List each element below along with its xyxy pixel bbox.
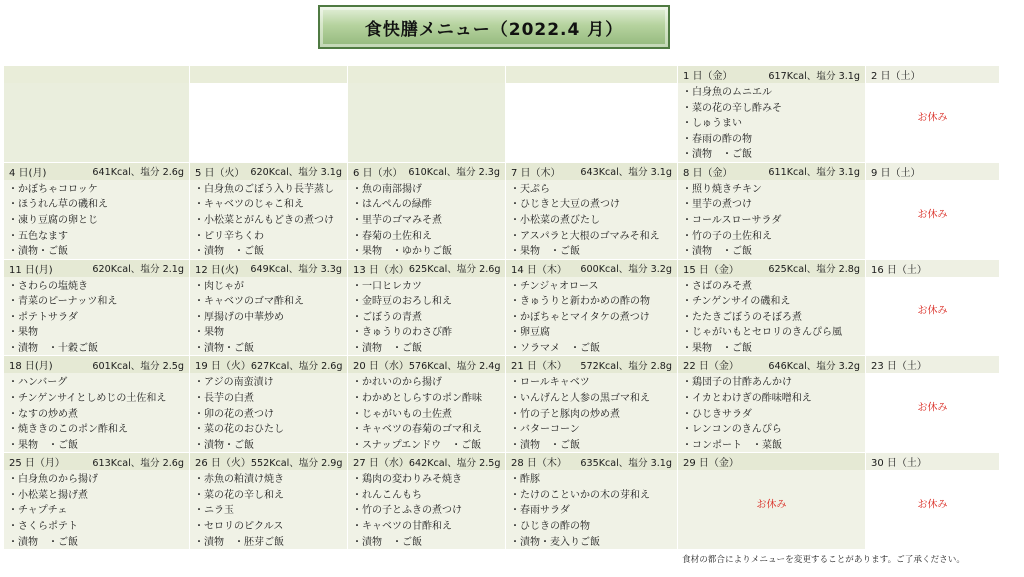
day-header xyxy=(190,453,347,470)
menu-item: ・漬物 ・ご飯 xyxy=(682,149,752,161)
closed-day-cell xyxy=(866,453,1000,550)
day-menu-cell xyxy=(190,453,348,550)
day-header xyxy=(678,356,865,373)
day-menu-cell xyxy=(348,453,506,550)
menu-item: ・漬物 ・ご飯 xyxy=(352,342,422,354)
day-calories-salt: 625Kcal、塩分 2.8g xyxy=(768,264,860,276)
menu-item: ・照り焼きチキン xyxy=(682,183,762,195)
day-header xyxy=(866,66,999,83)
menu-item: ・じゃがいもの土佐煮 xyxy=(352,408,452,420)
menu-item-list xyxy=(4,375,189,453)
menu-item: ・白身魚のから揚げ xyxy=(8,474,98,486)
empty-day-cell xyxy=(506,66,678,163)
menu-item: ・さわらの塩焼き xyxy=(8,280,88,292)
day-header xyxy=(866,453,999,470)
menu-item: ・たたきごぼうのそぼろ煮 xyxy=(682,311,802,323)
menu-item: ・菜の花の辛し酢みそ xyxy=(682,102,782,114)
day-date: 12 日(火) xyxy=(195,264,239,276)
menu-item: ・鶏肉の変わりみそ焼き xyxy=(352,474,462,486)
menu-calendar xyxy=(4,66,1000,550)
menu-item-list xyxy=(678,279,865,357)
menu-item: ・ピリ辛ちくわ xyxy=(194,230,264,242)
menu-item: ・アジの南蛮漬け xyxy=(194,377,274,389)
day-date: 6 日（水） xyxy=(353,167,403,179)
day-calories-salt: 552Kcal、塩分 2.9g xyxy=(250,457,343,469)
menu-item: ・かぼちゃコロッケ xyxy=(8,183,98,195)
menu-item: ・竹の子の土佐和え xyxy=(682,230,772,242)
day-date: 30 日（土） xyxy=(871,458,927,470)
menu-item-list xyxy=(678,375,865,453)
menu-item: ・菜の花のおひたし xyxy=(194,424,284,436)
day-menu-cell xyxy=(4,260,190,357)
day-calories-salt: 576Kcal、塩分 2.4g xyxy=(408,360,501,372)
day-header xyxy=(190,260,347,277)
day-calories-salt: 641Kcal、塩分 2.6g xyxy=(92,167,184,179)
menu-item-list xyxy=(4,472,189,550)
closed-day-cell xyxy=(866,356,1000,453)
empty-day-header xyxy=(506,66,677,83)
menu-item: ・凍り豆腐の卵とじ xyxy=(8,214,98,226)
day-header xyxy=(4,163,189,180)
day-menu-cell xyxy=(678,66,866,163)
menu-item: ・漬物 ・ご飯 xyxy=(8,536,78,548)
day-header xyxy=(348,356,505,373)
day-header xyxy=(506,163,677,180)
menu-item: ・果物 xyxy=(194,327,224,339)
day-header xyxy=(190,163,347,180)
menu-item: ・はんぺんの緑酢 xyxy=(352,199,432,211)
menu-item: ・漬物 ・ご飯 xyxy=(510,439,580,451)
day-header xyxy=(190,356,347,373)
menu-item: ・漬物・ご飯 xyxy=(194,342,254,354)
menu-item: ・小松菜と揚げ煮 xyxy=(8,489,88,501)
menu-item: ・金時豆のおろし和え xyxy=(352,296,452,308)
day-header xyxy=(4,453,189,470)
day-date: 11 日(月) xyxy=(9,264,53,276)
menu-item: ・天ぷら xyxy=(510,183,550,195)
day-calories-salt: 646Kcal、塩分 3.2g xyxy=(768,360,860,372)
menu-item: ・レンコンのきんぴら xyxy=(682,424,782,436)
empty-day-header xyxy=(4,66,189,83)
closed-label: お休み xyxy=(917,305,948,317)
menu-item: ・キャベツのじゃこ和え xyxy=(194,199,304,211)
menu-item: ・焼ききのこのポン酢和え xyxy=(8,424,128,436)
menu-item: ・チンジャオロース xyxy=(510,280,599,292)
day-date: 1 日（金） xyxy=(683,71,733,82)
menu-item: ・竹の子とふきの煮つけ xyxy=(352,505,462,517)
menu-item: ・きゅうりのわさび酢 xyxy=(352,327,452,339)
day-date: 25 日（月） xyxy=(9,458,65,470)
menu-item: ・小松菜の煮びたし xyxy=(510,214,600,226)
day-date: 2 日（土） xyxy=(871,71,921,82)
day-header xyxy=(866,260,999,277)
menu-item: ・果物 xyxy=(8,327,38,339)
menu-item: ・ポテトサラダ xyxy=(8,311,78,323)
menu-item: ・キャベツのゴマ酢和え xyxy=(194,296,304,308)
menu-item: ・里芋のゴマみそ煮 xyxy=(352,214,442,226)
menu-item-list xyxy=(348,375,505,453)
menu-item: ・スナップエンドウ ・ご飯 xyxy=(352,439,482,451)
menu-item: ・里芋の煮つけ xyxy=(682,199,752,211)
menu-item: ・果物 ・ご飯 xyxy=(682,342,752,354)
menu-item: ・赤魚の粕漬け焼き xyxy=(194,474,284,486)
day-menu-cell xyxy=(678,260,866,357)
menu-item: ・漬物 ・十穀ご飯 xyxy=(8,342,98,354)
day-date: 13 日（水） xyxy=(353,264,409,276)
menu-item: ・五色なます xyxy=(8,230,68,242)
menu-item: ・白身魚のごぼう入り長芋蒸し xyxy=(194,183,334,195)
day-calories-salt: 620Kcal、塩分 3.1g xyxy=(250,167,342,179)
day-date: 5 日（火） xyxy=(195,167,245,179)
menu-item: ・アスパラと大根のゴマみそ和え xyxy=(510,230,660,242)
menu-item: ・長芋の白煮 xyxy=(194,392,254,404)
day-calories-salt: 617Kcal、塩分 3.1g xyxy=(768,70,860,82)
menu-item: ・春菊の土佐和え xyxy=(352,230,432,242)
menu-item: ・漬物・麦入りご飯 xyxy=(510,536,600,548)
day-menu-cell xyxy=(4,163,190,260)
menu-item: ・春雨サラダ xyxy=(510,505,570,517)
day-menu-cell xyxy=(190,163,348,260)
day-calories-salt: 572Kcal、塩分 2.8g xyxy=(580,360,672,372)
empty-day-header xyxy=(190,66,347,83)
menu-item: ・キャベツの甘酢和え xyxy=(352,520,452,532)
menu-item-list xyxy=(506,375,677,453)
menu-item: ・魚の南部揚げ xyxy=(352,183,422,195)
menu-item: ・キャベツの春菊のゴマ和え xyxy=(352,424,482,436)
day-date: 14 日（木） xyxy=(511,264,567,276)
menu-item: ・チンゲンサイとしめじの土佐和え xyxy=(8,392,167,404)
day-date: 9 日（土） xyxy=(871,167,921,179)
closed-day-cell xyxy=(866,66,1000,163)
menu-item: ・漬物 ・ご飯 xyxy=(682,246,752,258)
day-date: 29 日（金） xyxy=(683,458,739,470)
closed-label: お休み xyxy=(917,112,948,124)
day-calories-salt: 613Kcal、塩分 2.6g xyxy=(92,457,184,469)
day-header xyxy=(678,453,865,470)
menu-item-list xyxy=(190,472,347,550)
day-calories-salt: 620Kcal、塩分 2.1g xyxy=(92,264,184,276)
closed-day-cell xyxy=(678,453,866,550)
day-calories-salt: 643Kcal、塩分 3.1g xyxy=(580,167,672,179)
menu-item-list xyxy=(506,182,677,260)
menu-item: ・白身魚のムニエル xyxy=(682,87,772,98)
day-header xyxy=(4,356,189,373)
day-calories-salt: 635Kcal、塩分 3.1g xyxy=(580,457,672,469)
day-menu-cell xyxy=(348,356,506,453)
menu-item: ・ソラマメ ・ご飯 xyxy=(510,342,600,354)
menu-item: ・チンゲンサイの磯和え xyxy=(682,296,791,308)
menu-item: ・肉じゃが xyxy=(194,280,244,292)
menu-item: ・小松菜とがんもどきの煮つけ xyxy=(194,214,334,226)
empty-day-cell xyxy=(348,66,506,163)
day-date: 22 日（金） xyxy=(683,361,739,373)
menu-item: ・厚揚げの中華炒め xyxy=(194,311,284,323)
closed-label: お休み xyxy=(917,499,948,511)
menu-item-list xyxy=(506,472,677,550)
day-date: 28 日（木） xyxy=(511,458,567,470)
menu-item: ・ひじきの酢の物 xyxy=(510,520,590,532)
closed-day-cell xyxy=(866,260,1000,357)
menu-item: ・卯の花の煮つけ xyxy=(194,408,274,420)
day-header xyxy=(348,163,505,180)
day-menu-cell xyxy=(190,356,348,453)
menu-item: ・果物 ・ご飯 xyxy=(510,246,580,258)
closed-label: お休み xyxy=(917,402,948,414)
day-date: 4 日(月) xyxy=(9,167,47,179)
day-date: 20 日（水） xyxy=(353,361,409,373)
menu-item: ・ロールキャベツ xyxy=(510,377,590,389)
menu-item: ・コールスローサラダ xyxy=(682,214,782,226)
day-header xyxy=(506,453,677,470)
day-header xyxy=(678,66,865,83)
menu-item: ・きゅうりと新わかめの酢の物 xyxy=(510,296,650,308)
day-date: 8 日（金） xyxy=(683,167,733,179)
menu-item-list xyxy=(506,279,677,357)
day-calories-salt: 601Kcal、塩分 2.5g xyxy=(92,360,184,372)
menu-item-list xyxy=(4,279,189,357)
day-menu-cell xyxy=(506,453,678,550)
day-date: 18 日(月) xyxy=(9,361,53,373)
day-header xyxy=(678,163,865,180)
day-calories-salt: 649Kcal、塩分 3.3g xyxy=(250,264,342,276)
menu-item: ・一口ヒレカツ xyxy=(352,280,422,292)
day-header xyxy=(506,260,677,277)
empty-day-cell xyxy=(4,66,190,163)
day-header xyxy=(348,260,505,277)
menu-item: ・果物 ・ゆかりご飯 xyxy=(352,246,452,258)
day-date: 26 日（火） xyxy=(195,458,251,470)
footnote: 食材の都合によりメニューを変更することがあります。ご了承ください。 xyxy=(682,555,965,565)
day-date: 27 日（水） xyxy=(353,458,409,470)
menu-item: ・さばのみそ煮 xyxy=(682,280,752,292)
menu-item: ・酢豚 xyxy=(510,474,540,486)
menu-item: ・ほうれん草の磯和え xyxy=(8,199,108,211)
empty-day-cell xyxy=(190,66,348,163)
menu-item: ・漬物・ご飯 xyxy=(194,439,254,451)
day-calories-salt: 625Kcal、塩分 2.6g xyxy=(408,264,501,276)
day-menu-cell xyxy=(678,356,866,453)
day-menu-cell xyxy=(506,260,678,357)
menu-item: ・かぼちゃとマイタケの煮つけ xyxy=(510,311,650,323)
day-calories-salt: 611Kcal、塩分 3.1g xyxy=(768,167,860,179)
day-menu-cell xyxy=(4,453,190,550)
menu-item: ・じゃがいもとセロリのきんぴら風 xyxy=(682,327,842,339)
day-menu-cell xyxy=(506,163,678,260)
menu-item: ・かれいのから揚げ xyxy=(352,377,442,389)
menu-item-list xyxy=(348,472,505,550)
menu-item: ・漬物 ・ご飯 xyxy=(194,246,264,258)
menu-item: ・果物 ・ご飯 xyxy=(8,439,78,451)
day-date: 7 日（木） xyxy=(511,167,561,179)
day-menu-cell xyxy=(678,163,866,260)
empty-day-header xyxy=(348,66,505,83)
menu-item-list xyxy=(678,182,865,260)
menu-item: ・しゅうまい xyxy=(682,118,742,130)
day-header xyxy=(4,260,189,277)
menu-item: ・なすの炒め煮 xyxy=(8,408,78,420)
menu-item: ・卵豆腐 xyxy=(510,327,550,339)
menu-item: ・竹の子と豚肉の炒め煮 xyxy=(510,408,620,420)
menu-item: ・ハンバーグ xyxy=(8,377,68,389)
menu-item: ・ひじきサラダ xyxy=(682,408,752,420)
day-calories-salt: 642Kcal、塩分 2.5g xyxy=(408,457,501,469)
menu-item: ・さくらポテト xyxy=(8,520,78,532)
menu-item: ・漬物 ・ご飯 xyxy=(352,536,422,548)
menu-item: ・鶏団子の甘酢あんかけ xyxy=(682,377,792,389)
day-date: 21 日（木） xyxy=(511,361,567,373)
day-header xyxy=(348,453,505,470)
day-menu-cell xyxy=(348,163,506,260)
menu-item: ・漬物・ご飯 xyxy=(8,246,68,258)
menu-item: ・ニラ玉 xyxy=(194,505,234,517)
day-date: 23 日（土） xyxy=(871,361,927,373)
day-menu-cell xyxy=(348,260,506,357)
day-menu-cell xyxy=(190,260,348,357)
menu-item-list xyxy=(190,375,347,453)
menu-item: ・バターコーン xyxy=(510,424,580,436)
closed-label: お休み xyxy=(917,209,948,221)
menu-item-list xyxy=(190,279,347,357)
day-date: 19 日（火） xyxy=(195,361,251,373)
menu-item: ・春雨の酢の物 xyxy=(682,133,752,145)
menu-item-list xyxy=(4,182,189,260)
day-date: 15 日（金） xyxy=(683,264,739,276)
day-date: 16 日（土） xyxy=(871,264,927,276)
closed-label: お休み xyxy=(756,499,787,511)
day-header xyxy=(678,260,865,277)
day-header xyxy=(506,356,677,373)
day-menu-cell xyxy=(4,356,190,453)
menu-title: 食快膳メニュー（2022.4 月） xyxy=(318,5,670,49)
closed-day-cell xyxy=(866,163,1000,260)
menu-item: ・いんげんと人参の黒ゴマ和え xyxy=(510,392,650,404)
menu-item: ・れんこんもち xyxy=(352,489,422,501)
menu-item: ・たけのこといかの木の芽和え xyxy=(510,489,650,501)
day-menu-cell xyxy=(506,356,678,453)
menu-item: ・イカとわけぎの酢味噌和え xyxy=(682,392,812,404)
day-calories-salt: 610Kcal、塩分 2.3g xyxy=(408,167,500,179)
menu-item: ・コンポート ・菜飯 xyxy=(682,439,782,451)
menu-item-list xyxy=(190,182,347,260)
menu-item: ・菜の花の辛し和え xyxy=(194,489,284,501)
day-header xyxy=(866,163,999,180)
menu-item: ・青菜のピーナッツ和え xyxy=(8,296,118,308)
menu-item: ・チャプチェ xyxy=(8,505,68,517)
menu-item-list xyxy=(678,85,865,163)
menu-item: ・セロリのピクルス xyxy=(194,520,284,532)
day-calories-salt: 600Kcal、塩分 3.2g xyxy=(580,264,672,276)
menu-item: ・漬物 ・胚芽ご飯 xyxy=(194,536,284,548)
menu-item-list xyxy=(348,279,505,357)
menu-item: ・わかめとしらすのポン酢味 xyxy=(352,392,482,404)
menu-item: ・ひじきと大豆の煮つけ xyxy=(510,199,620,211)
menu-item: ・ごぼうの青煮 xyxy=(352,311,422,323)
day-header xyxy=(866,356,999,373)
menu-item-list xyxy=(348,182,505,260)
day-calories-salt: 627Kcal、塩分 2.6g xyxy=(250,360,343,372)
